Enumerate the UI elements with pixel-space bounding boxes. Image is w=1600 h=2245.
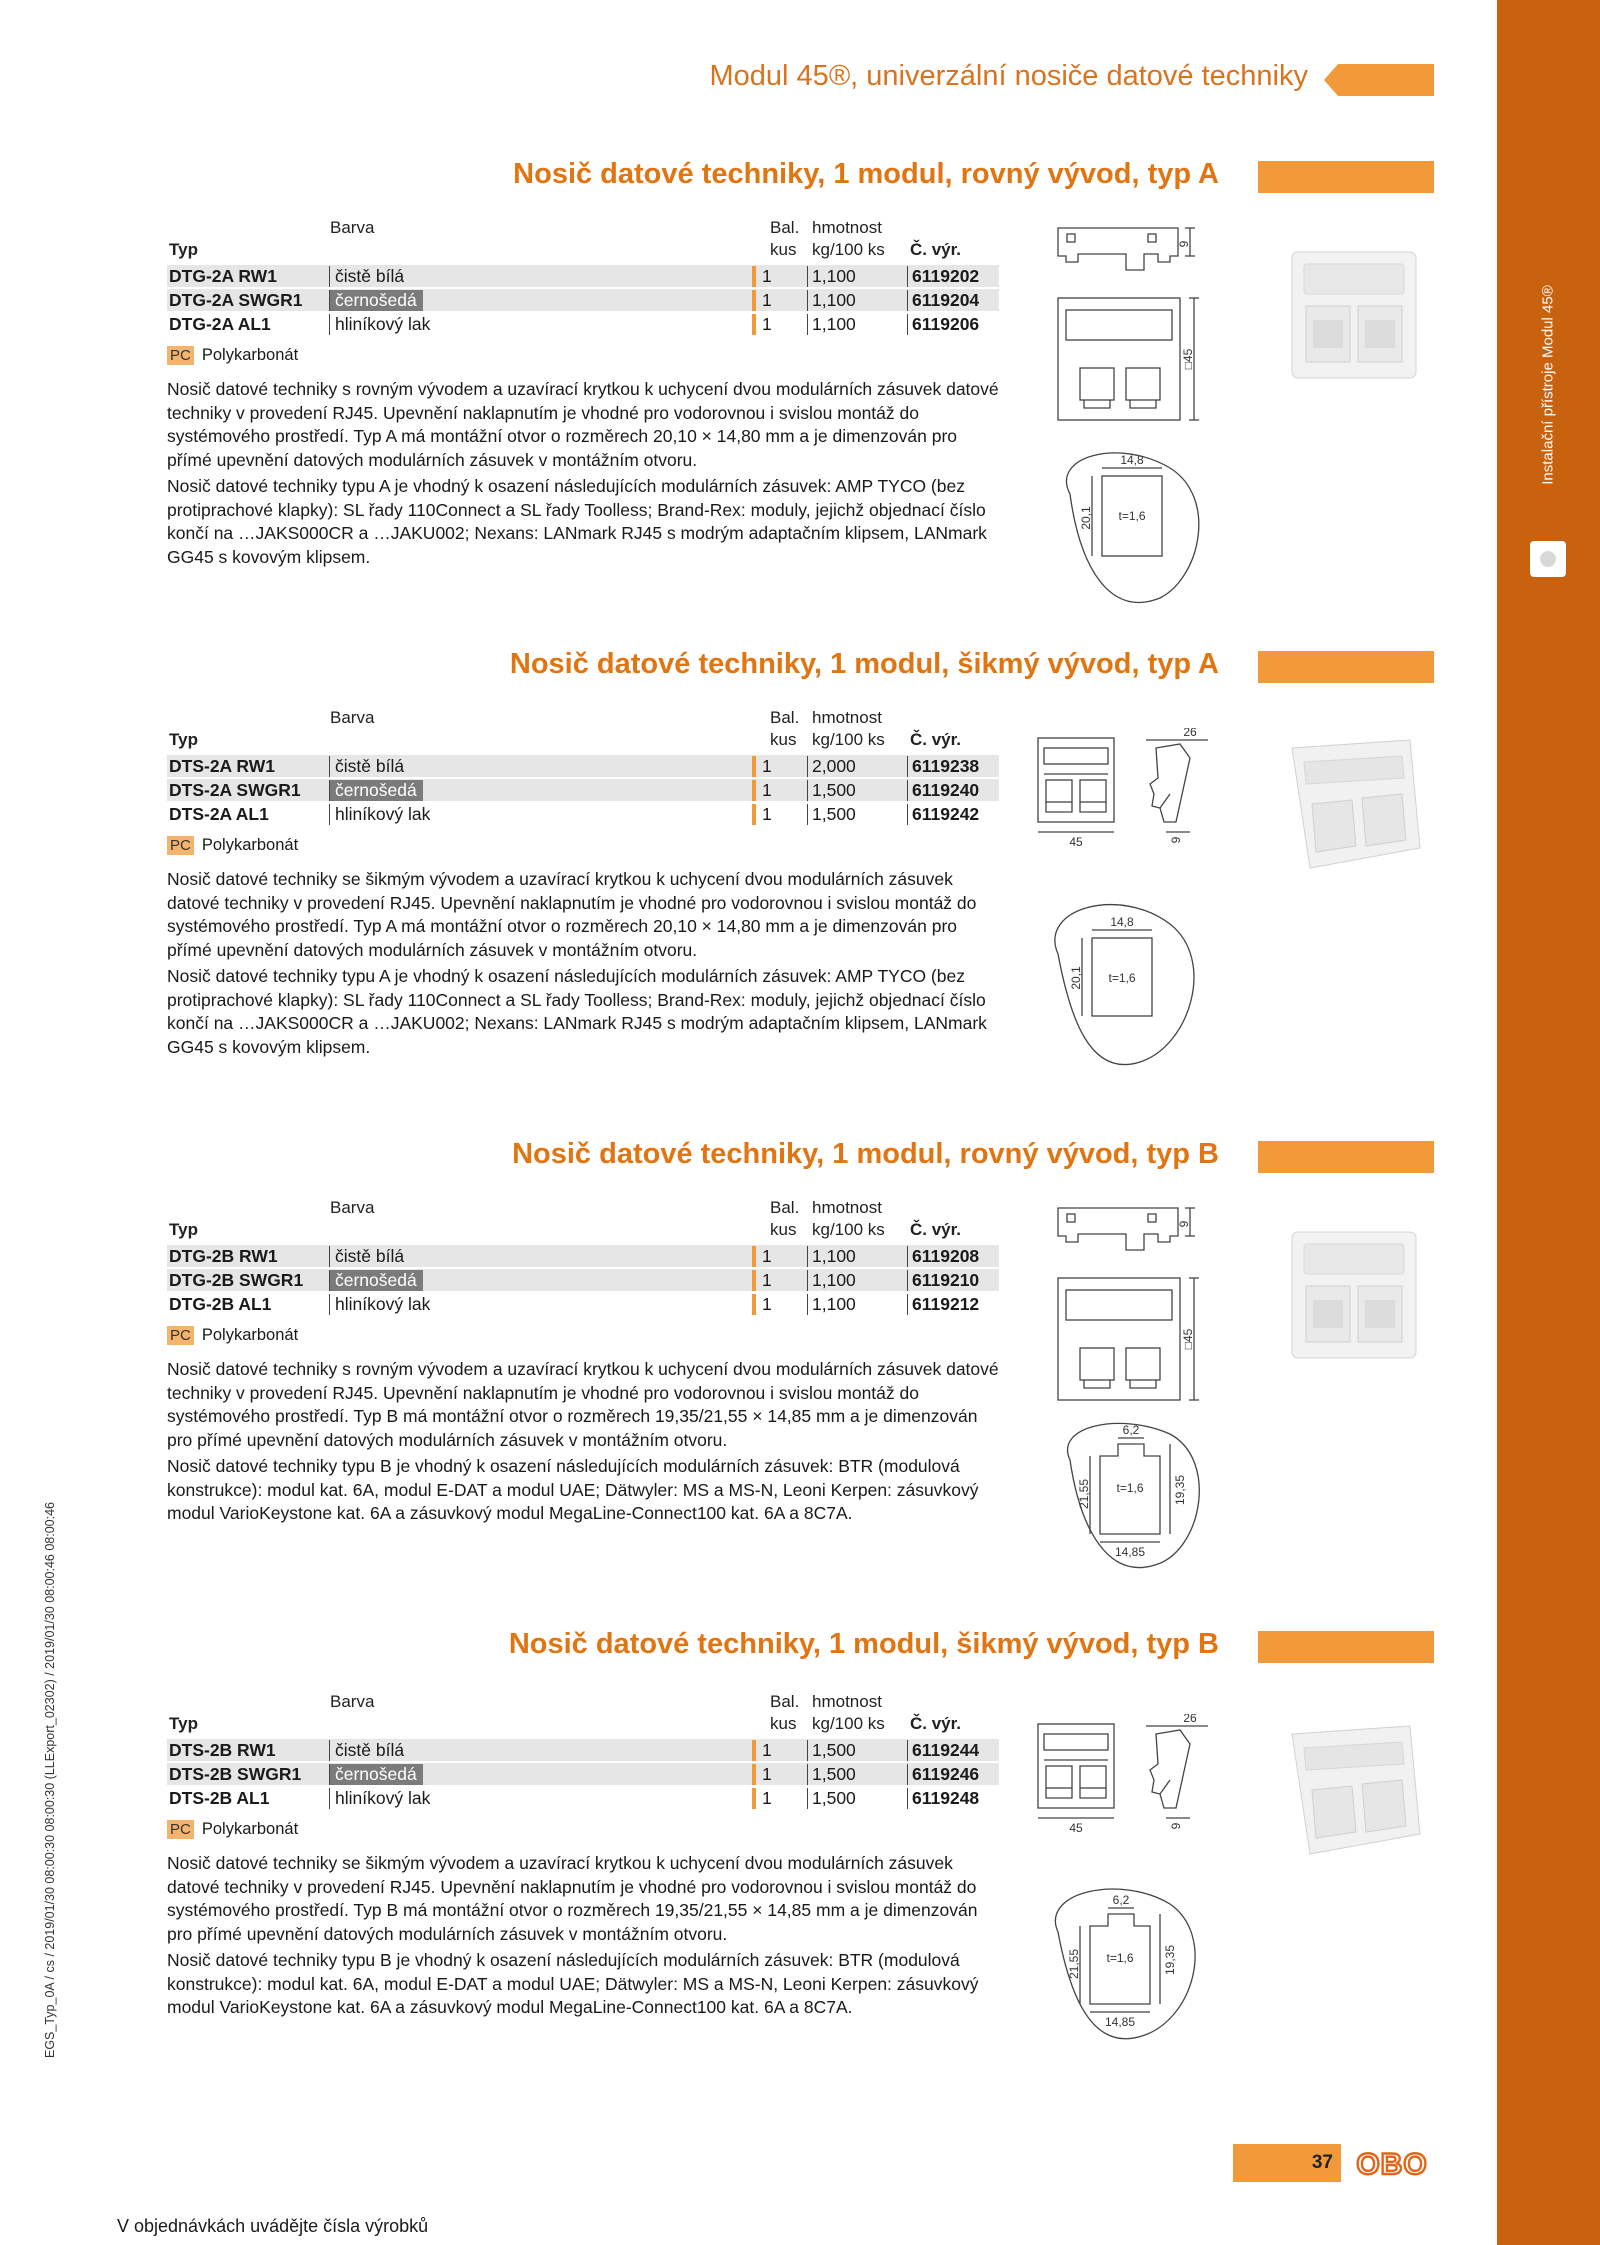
product-code: DTG-2B SWGR1 [169,1270,304,1290]
product-color: čistě bílá [329,1246,404,1267]
product-code: DTS-2B RW1 [169,1740,276,1760]
product-code: DTG-2B AL1 [169,1294,272,1314]
table-row [167,265,999,287]
obo-logo-text: OBO [1356,2148,1428,2180]
section-title: Nosič datové techniky, 1 modul, šikmý vývod, typ A [509,648,1219,680]
description-paragraph: Nosič datové techniky typu A je vhodný k osazení následujících modulárních zásuvek: AMP TYCO (bez protiprachové klapky): SL řady 110Connect a SL řady Toolless; Brand-Rex: moduly, jejichž objednací číslo končí na …JAKS000CR a …JAKU002; Nexans: LANmark RJ45 s modrým adaptačním klipsem, LANmark GG45 s kovovým klipsem. [167,476,987,567]
weight: 1,500 [807,1788,856,1809]
product-code: DTS-2B SWGR1 [169,1764,302,1784]
weight: 1,100 [807,1246,856,1267]
description [167,378,1002,572]
dim-front-label: □45 [1181,348,1195,370]
obo-logo [1352,2146,1432,2180]
weight: 1,100 [807,266,856,287]
dim-top-label: 26 [1183,728,1197,739]
cut-height-left-label: 21,55 [1067,1948,1081,1980]
description [167,1358,1002,1529]
page-title: Modul 45®, univerzální nosiče datové techniky [709,60,1308,92]
cut-top-label: 6,2 [1112,1893,1130,1907]
col-unit: kg/100 ks [812,240,885,259]
section-bar [1258,1141,1434,1173]
thickness-label: t=1,6 [1118,509,1146,523]
table-row [167,1787,999,1809]
col-hmotnost: hmotnost [812,218,882,237]
page-number-box [1233,2144,1341,2182]
description-paragraph: Nosič datové techniky se šikmým vývodem a uzavírací krytkou k uchycení dvou modulárních zásuvek datové techniky v provedení RJ45. Upevnění naklapnutím je vhodné pro vodorovnou i svislou montáž do systémového prostředí. Typ A má montážní otvor o rozměrech 20,10 × 14,80 mm a je dimenzován pro přímé upevnění datových modulárních zásuvek v montážním otvoru. [167,869,977,960]
print-meta-note: EGS_Typ_0A / cs / 2019/01/30 08:00:30 08:00:30 (LLExport_02302) / 2019/01/30 08:00:46 08:00:46 [43,1502,57,2058]
product-section-dtg-2b [0,1138,1497,1618]
col-barva: Barva [330,218,375,237]
table-row [167,1293,999,1315]
article-number: 6119244 [907,1740,979,1761]
technical-drawing [1030,1714,1230,2114]
col-bal: Bal. [770,708,800,727]
weight: 1,100 [807,314,856,335]
weight: 2,000 [807,756,856,777]
dim-front-label: □45 [1181,1328,1195,1350]
col-art: Č. výr. [910,240,962,259]
product-color: černošedá [329,290,423,311]
product-photo [1270,728,1440,878]
pack-qty: 1 [752,1764,772,1785]
page-number: 37 [1311,2152,1333,2173]
thickness-label: t=1,6 [1116,1481,1144,1495]
section-bar [1258,651,1434,683]
article-number: 6119204 [907,290,979,311]
article-number: 6119240 [907,780,979,801]
product-color: čistě bílá [329,266,404,287]
article-number: 6119248 [907,1788,979,1809]
col-bal: Bal. [770,218,800,237]
dim-front-label: 45 [1069,1821,1083,1835]
table-row [167,1739,999,1761]
col-bal: Bal. [770,1692,800,1711]
material-badge: PC [167,836,194,855]
table-row [167,1269,999,1291]
weight: 1,500 [807,804,856,825]
technical-drawing [1040,218,1220,638]
product-color: čistě bílá [329,1740,404,1761]
product-code: DTS-2B AL1 [169,1788,270,1808]
material-badge: PC [167,1326,194,1345]
product-color: hliníkový lak [329,314,430,335]
footer-note: V objednávkách uvádějte čísla výrobků [117,2216,429,2236]
pack-qty: 1 [752,1740,772,1761]
col-unit: kg/100 ks [812,1714,885,1733]
product-color: černošedá [329,780,423,801]
dim-side-label: 9 [1177,240,1191,248]
section-title: Nosič datové techniky, 1 modul, rovný vývod, typ B [512,1138,1219,1170]
article-number: 6119238 [907,756,979,777]
col-hmotnost: hmotnost [812,708,882,727]
table-row [167,779,999,801]
technical-drawing [1040,1198,1220,1618]
description [167,868,1002,1062]
col-art: Č. výr. [910,1714,962,1733]
col-art: Č. výr. [910,1220,962,1239]
col-barva: Barva [330,708,375,727]
technical-drawing [1030,728,1230,1128]
socket-icon [1530,541,1566,577]
product-photo [1280,1218,1430,1368]
weight: 1,100 [807,1294,856,1315]
table-row [167,1763,999,1785]
dim-top-label: 26 [1183,1714,1197,1725]
thickness-label: t=1,6 [1108,971,1136,985]
col-typ: Typ [169,1714,198,1733]
cut-height-left-label: 21,55 [1077,1478,1091,1510]
product-section-dts-2b [0,1628,1497,2108]
col-bal: Bal. [770,1198,800,1217]
cut-width-label: 14,85 [1114,1545,1146,1559]
product-color: hliníkový lak [329,1294,430,1315]
article-number: 6119208 [907,1246,979,1267]
table-row [167,1245,999,1267]
material-label: Polykarbonát [201,836,299,854]
description-paragraph: Nosič datové techniky s rovným vývodem a uzavírací krytkou k uchycení dvou modulárních zásuvek datové techniky v provedení RJ45. Upevnění naklapnutím je vhodné pro vodorovnou i svislou montáž do systémového prostředí. Typ B má montážní otvor o rozměrech 19,35/21,55 × 14,85 mm a je dimenzován pro přímé upevnění datových modulárních zásuvek v montážním otvoru. [167,1359,999,1450]
article-number: 6119246 [907,1764,979,1785]
material-badge: PC [167,1820,194,1839]
pack-qty: 1 [752,756,772,777]
cut-width-label: 14,85 [1104,2015,1136,2029]
product-code: DTG-2B RW1 [169,1246,278,1266]
dim-front-label: 45 [1069,835,1083,849]
table-row [167,313,999,335]
section-bar [1258,1631,1434,1663]
material-note [167,1326,298,1345]
section-title: Nosič datové techniky, 1 modul, šikmý vývod, typ B [508,1628,1219,1660]
description-paragraph: Nosič datové techniky s rovným vývodem a uzavírací krytkou k uchycení dvou modulárních zásuvek datové techniky v provedení RJ45. Upevnění naklapnutím je vhodné pro vodorovnou i svislou montáž do systémového prostředí. Typ A má montážní otvor o rozměrech 20,10 × 14,80 mm a je dimenzován pro přímé upevnění datových modulárních zásuvek v montážním otvoru. [167,379,999,470]
description-paragraph: Nosič datové techniky typu A je vhodný k osazení následujících modulárních zásuvek: AMP TYCO (bez protiprachové klapky): SL řady 110Connect a SL řady Toolless; Brand-Rex: moduly, jejichž objednací číslo končí na …JAKS000CR a …JAKU002; Nexans: LANmark RJ45 s modrým adaptačním klipsem, LANmark GG45 s kovovým klipsem. [167,966,987,1057]
cut-top-label: 6,2 [1122,1423,1140,1437]
col-kus: kus [770,1714,797,1733]
article-number: 6119242 [907,804,979,825]
col-barva: Barva [330,1198,375,1217]
cut-height-right-label: 19,35 [1163,1944,1177,1976]
dim-side-label: 9 [1169,836,1183,844]
weight: 1,500 [807,1764,856,1785]
product-code: DTS-2A AL1 [169,804,269,824]
pack-qty: 1 [752,314,772,335]
product-code: DTG-2A RW1 [169,266,277,286]
col-unit: kg/100 ks [812,1220,885,1239]
material-badge: PC [167,346,194,365]
material-label: Polykarbonát [201,1820,299,1838]
description-paragraph: Nosič datové techniky typu B je vhodný k osazení následujících modulárních zásuvek: BTR (modulová konstrukce): modul kat. 6A, modul E-DAT a modul UAE; Dätwyler: MS a MS-N, Leoni Kerpen: zásuvkový modul VarioKeystone kat. 6A a zásuvkový modul MegaLine-Connect100 kat. 6A a 8C7A. [167,1456,979,1523]
col-barva: Barva [330,1692,375,1711]
col-kus: kus [770,730,797,749]
product-color: černošedá [329,1764,423,1785]
product-code: DTG-2A SWGR1 [169,290,303,310]
pack-qty: 1 [752,1788,772,1809]
article-number: 6119212 [907,1294,979,1315]
dim-side-label: 9 [1177,1220,1191,1228]
col-typ: Typ [169,1220,198,1239]
product-photo [1270,1714,1440,1864]
sidebar-label: Instalační přístroje Modul 45® [1539,285,1557,485]
col-unit: kg/100 ks [812,730,885,749]
product-color: čistě bílá [329,756,404,777]
col-kus: kus [770,1220,797,1239]
weight: 1,100 [807,290,856,311]
product-section-dts-2a [0,648,1497,1128]
col-kus: kus [770,240,797,259]
description-paragraph: Nosič datové techniky typu B je vhodný k osazení následujících modulárních zásuvek: BTR (modulová konstrukce): modul kat. 6A, modul E-DAT a modul UAE; Dätwyler: MS a MS-N, Leoni Kerpen: zásuvkový modul VarioKeystone kat. 6A a zásuvkový modul MegaLine-Connect100 kat. 6A a 8C7A. [167,1950,979,2017]
pack-qty: 1 [752,1294,772,1315]
weight: 1,500 [807,780,856,801]
product-color: hliníkový lak [329,1788,430,1809]
material-note [167,836,298,855]
table-row [167,289,999,311]
article-number: 6119202 [907,266,979,287]
product-code: DTS-2A SWGR1 [169,780,301,800]
pack-qty: 1 [752,290,772,311]
product-section-dtg-2a [0,158,1497,638]
pack-qty: 1 [752,1246,772,1267]
table-row [167,803,999,825]
pack-qty: 1 [752,780,772,801]
material-label: Polykarbonát [201,346,299,364]
cut-height-right-label: 19,35 [1173,1474,1187,1506]
product-code: DTS-2A RW1 [169,756,275,776]
material-note [167,1820,298,1839]
section-title: Nosič datové techniky, 1 modul, rovný vývod, typ A [513,158,1219,190]
product-photo [1280,238,1430,388]
description [167,1852,1002,2023]
pack-qty: 1 [752,266,772,287]
weight: 1,100 [807,1270,856,1291]
pack-qty: 1 [752,1270,772,1291]
col-typ: Typ [169,240,198,259]
cut-width-label: 14,8 [1120,453,1144,467]
header-flag [1324,64,1434,96]
product-code: DTG-2A AL1 [169,314,271,334]
product-color: černošedá [329,1270,423,1291]
thickness-label: t=1,6 [1106,1951,1134,1965]
section-bar [1258,161,1434,193]
table-row [167,755,999,777]
pack-qty: 1 [752,804,772,825]
cut-width-label: 14,8 [1110,915,1134,929]
col-typ: Typ [169,730,198,749]
material-label: Polykarbonát [201,1326,299,1344]
article-number: 6119206 [907,314,979,335]
col-art: Č. výr. [910,730,962,749]
product-color: hliníkový lak [329,804,430,825]
weight: 1,500 [807,1740,856,1761]
cut-height-label: 20,1 [1069,966,1083,990]
dim-side-label: 9 [1169,1822,1183,1830]
description-paragraph: Nosič datové techniky se šikmým vývodem a uzavírací krytkou k uchycení dvou modulárních zásuvek datové techniky v provedení RJ45. Upevnění naklapnutím je vhodné pro vodorovnou i svislou montáž do systémového prostředí. Typ B má montážní otvor o rozměrech 19,35/21,55 × 14,85 mm a je dimenzován pro přímé upevnění datových modulárních zásuvek v montážním otvoru. [167,1853,978,1944]
material-note [167,346,298,365]
col-hmotnost: hmotnost [812,1692,882,1711]
col-hmotnost: hmotnost [812,1198,882,1217]
article-number: 6119210 [907,1270,979,1291]
cut-height-label: 20,1 [1079,506,1093,530]
